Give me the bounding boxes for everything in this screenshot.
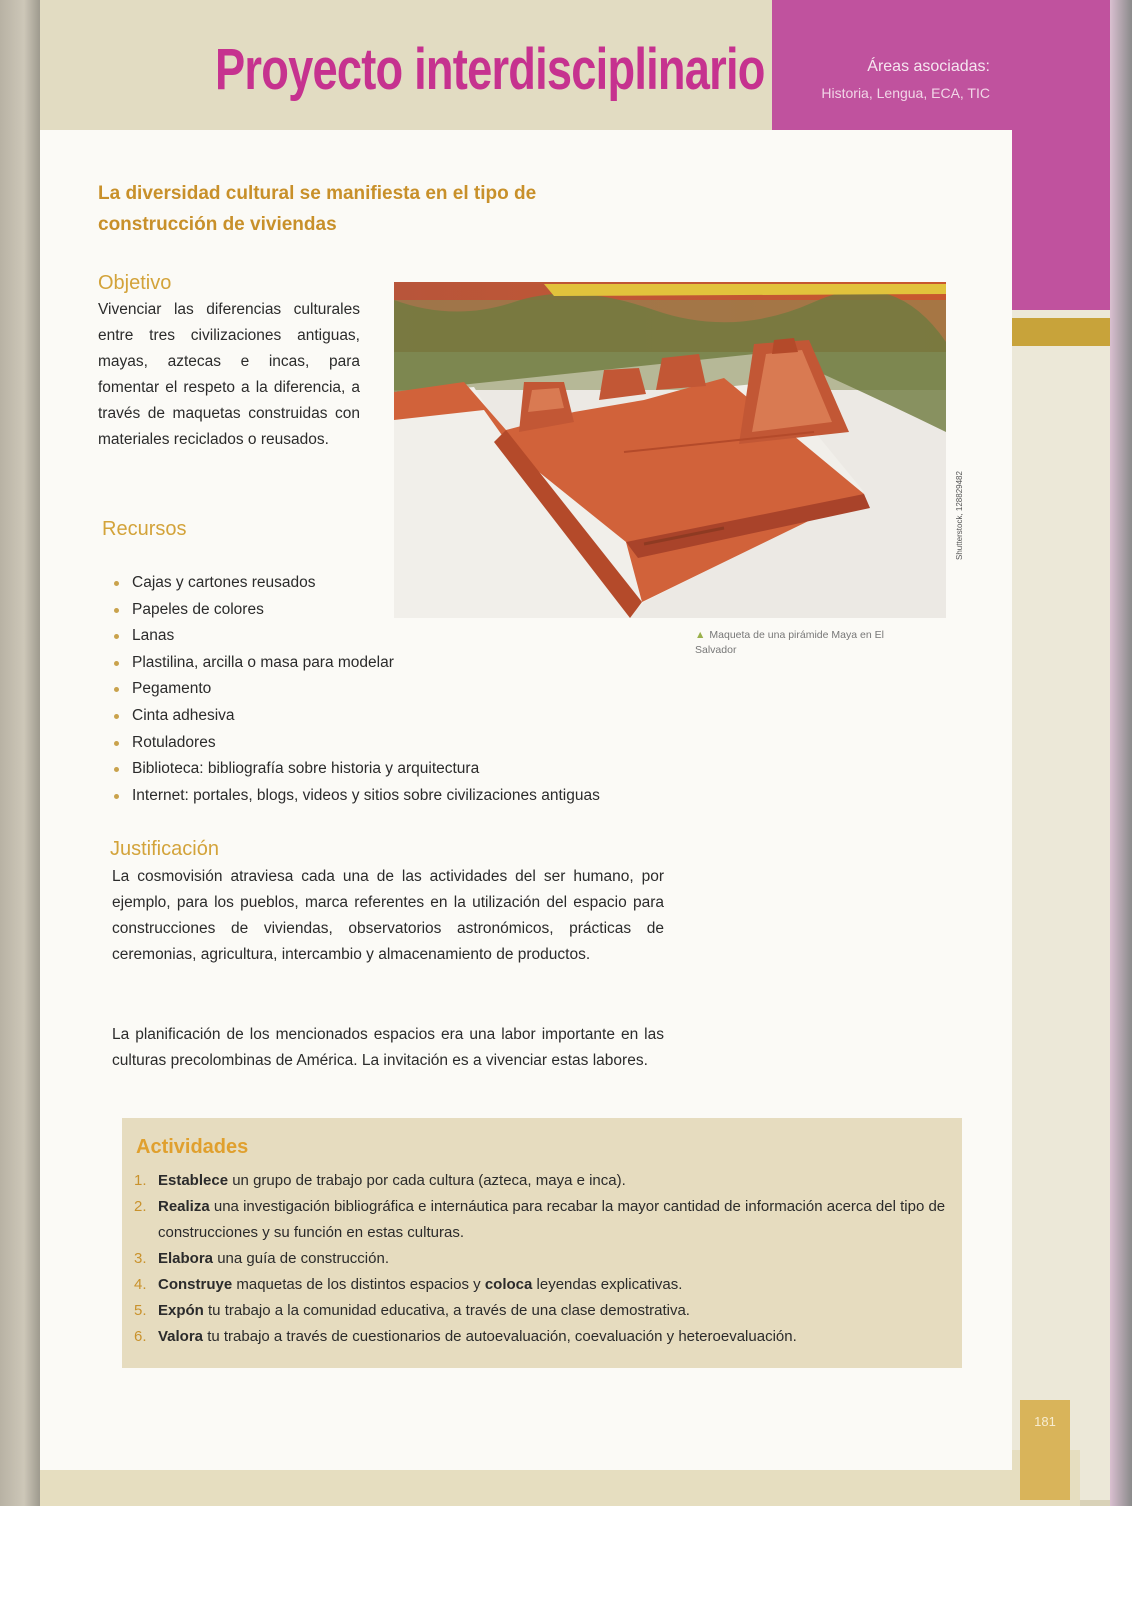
bullet-icon [114, 714, 119, 719]
caption-triangle-icon: ▲ [695, 629, 706, 641]
recursos-list [112, 570, 600, 809]
scan-bottom-margin [0, 1506, 1132, 1600]
actividades-heading: Actividades [136, 1136, 249, 1158]
list-item: Cinta adhesiva [112, 703, 600, 730]
associated-areas-label: Áreas asociadas: [867, 58, 990, 75]
page-number-box [1020, 1400, 1070, 1500]
photo-caption-text: Maqueta de una pirámide Maya en El Salvador [695, 629, 884, 656]
list-item: 5. Expón tu trabajo a la comunidad educativa, a través de una clase demostrativa. [134, 1302, 690, 1319]
list-item: 3. Elabora una guía de construcción. [134, 1250, 389, 1267]
page-title: Proyecto interdisciplinario [215, 37, 765, 102]
list-item: Biblioteca: bibliografía sobre historia y arquitectura [112, 756, 600, 783]
right-gold-tab [1012, 318, 1112, 346]
book-edge [1110, 0, 1132, 1510]
list-item: Lanas [112, 623, 600, 650]
objetivo-heading: Objetivo [98, 272, 172, 294]
associated-areas-value: Historia, Lengua, ECA, TIC [821, 85, 990, 101]
list-item: Internet: portales, blogs, videos y sitios sobre civilizaciones antiguas [112, 783, 600, 810]
bullet-icon [114, 608, 119, 613]
list-item: 6. Valora tu trabajo a través de cuestionarios de autoevaluación, coevaluación y heteroevaluación. [134, 1328, 797, 1345]
justificacion-paragraph-2: La planificación de los mencionados espacios era una labor importante en las culturas precolombinas de América. La invitación es a vivenciar estas labores. [112, 1026, 664, 1069]
bullet-icon [114, 661, 119, 666]
bullet-icon [114, 767, 119, 772]
justificacion-heading: Justificación [110, 838, 219, 860]
recursos-heading: Recursos [102, 518, 187, 540]
associated-areas-box [772, 0, 1112, 130]
page-number: 181 [1034, 1414, 1056, 1429]
list-item: Plastilina, arcilla o masa para modelar [112, 650, 600, 677]
pyramid-model-image [394, 282, 946, 618]
list-item: 2. Realiza una investigación bibliográfica e internáutica para recabar la mayor cantidad de información acerca del tipo de construcciones y su función en estas culturas. [134, 1198, 946, 1241]
justificacion-paragraph-1: La cosmovisión atraviesa cada una de las actividades del ser humano, por ejemplo, para los pueblos, marca referentes en la utilización del espacio para construcciones de viviendas, observatorios astronómicos, prácticas de ceremonias, agricultura, intercambio y almacenamiento de productos. [112, 868, 664, 963]
list-item: Rotuladores [112, 730, 600, 757]
list-item: Cajas y cartones reusados [112, 570, 600, 597]
right-pink-tab [1012, 130, 1112, 310]
project-subtitle: La diversidad cultural se manifiesta en el tipo de construcción de viviendas [98, 183, 537, 235]
list-item: Papeles de colores [112, 597, 600, 624]
actividades-list [132, 1168, 952, 1350]
bullet-icon [114, 794, 119, 799]
list-item: 1. Establece un grupo de trabajo por cada cultura (azteca, maya e inca). [134, 1172, 626, 1189]
photo-caption [695, 628, 905, 658]
bullet-icon [114, 741, 119, 746]
scan-left-edge [0, 0, 40, 1510]
actividades-box [122, 1118, 962, 1368]
pyramid-model-photo [394, 282, 946, 618]
list-item: 4. Construye maquetas de los distintos espacios y coloca leyendas explicativas. [134, 1276, 683, 1293]
bullet-icon [114, 634, 119, 639]
bullet-icon [114, 687, 119, 692]
objetivo-text: Vivenciar las diferencias culturales entre tres civilizaciones antiguas, mayas, aztecas e incas, para fomentar el respeto a la diferencia, a través de maquetas construidas con materiales reciclados o reusados. [98, 301, 360, 448]
list-item: Pegamento [112, 676, 600, 703]
photo-credit: Shutterstock, 128829482 [955, 471, 964, 560]
bullet-icon [114, 581, 119, 586]
